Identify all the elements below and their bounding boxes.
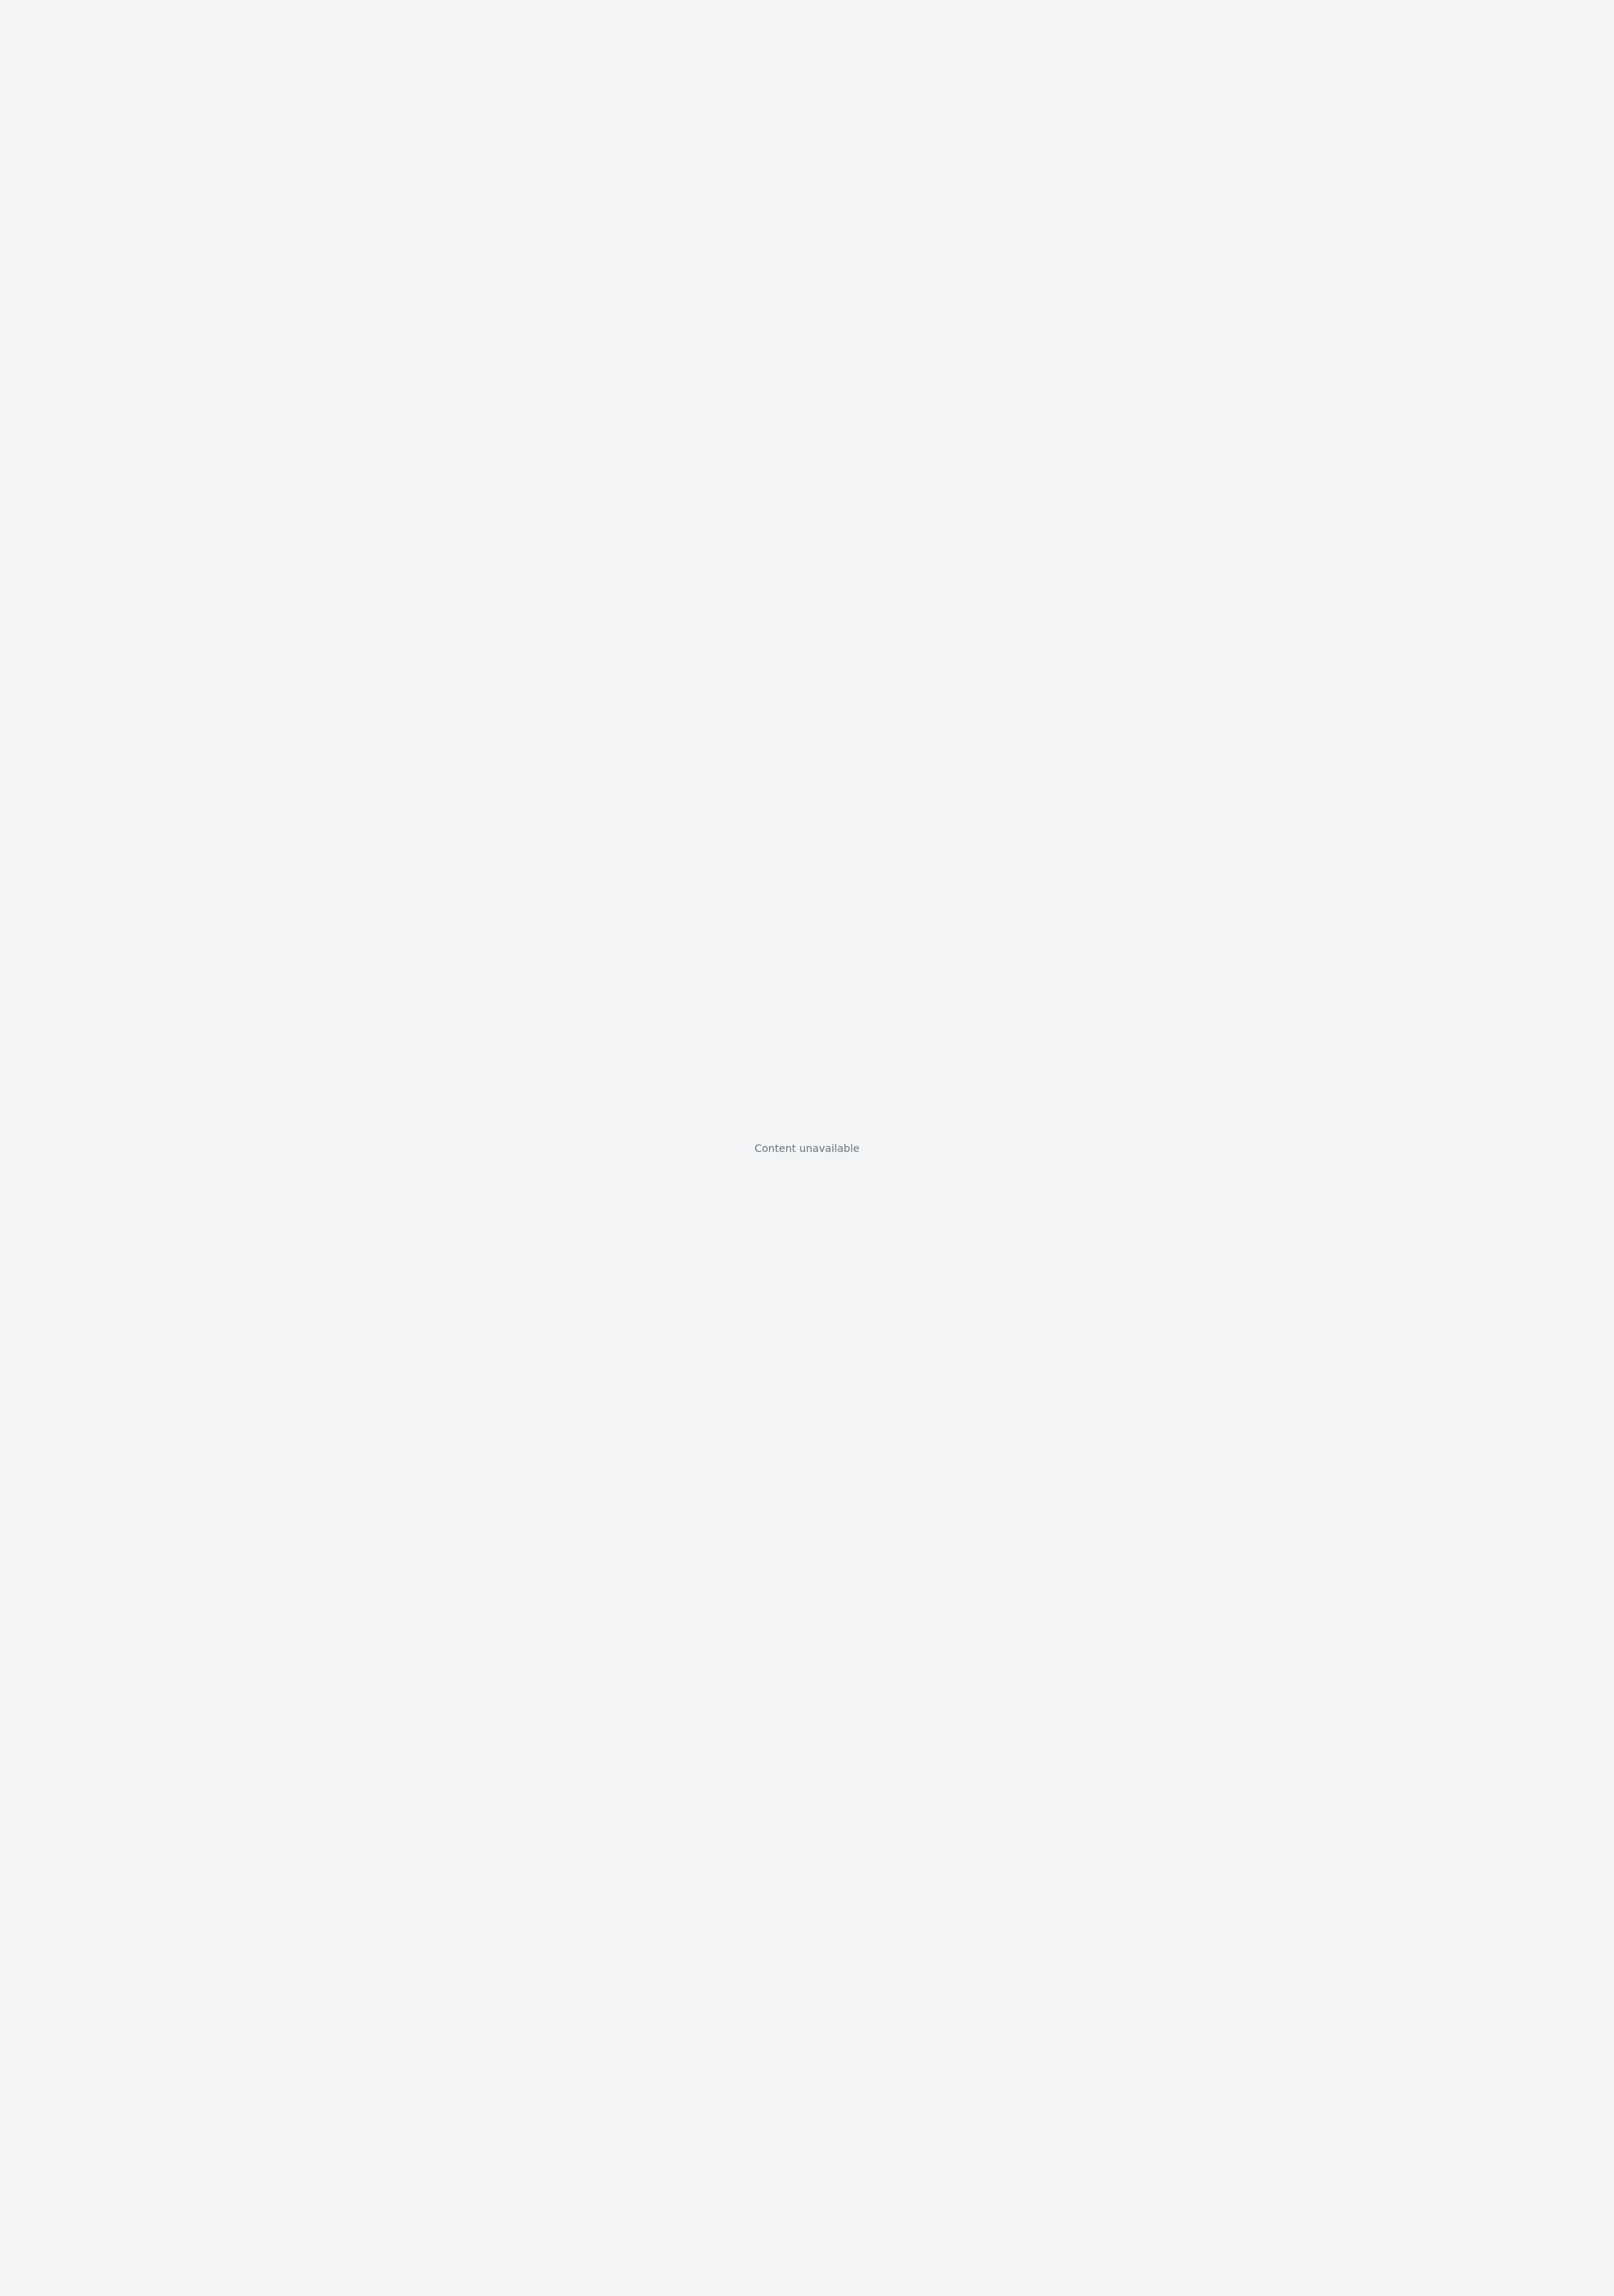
placeholder-message: Content unavailable: [754, 1141, 860, 1155]
